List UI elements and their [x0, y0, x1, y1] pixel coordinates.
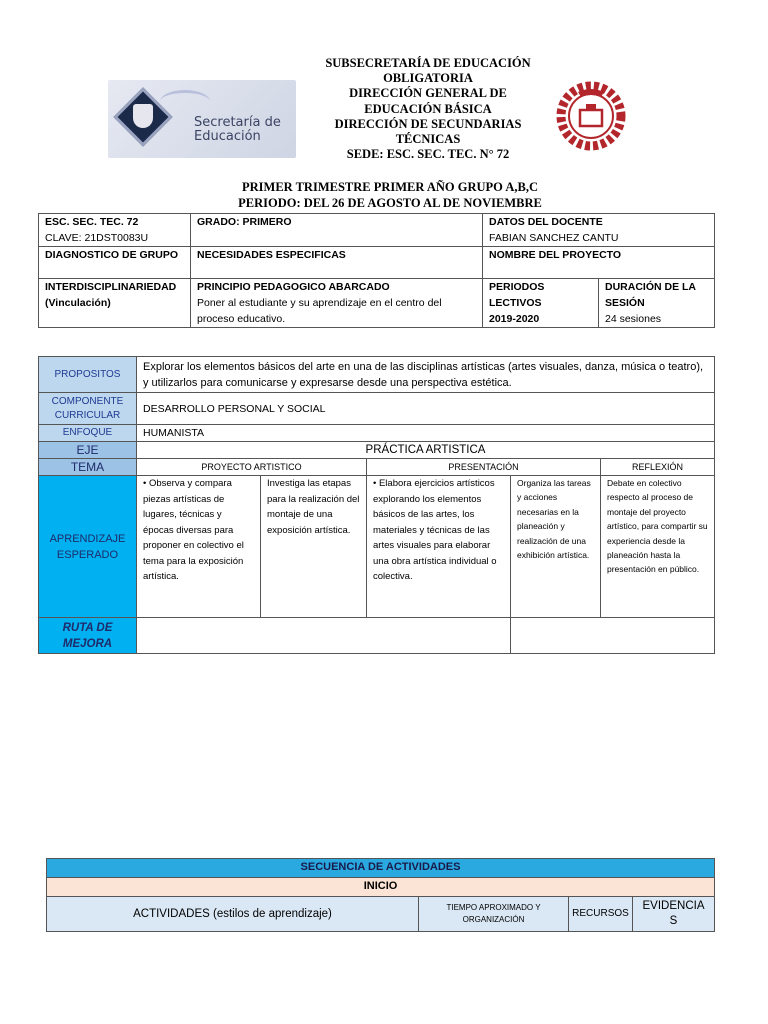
- duracion-cell: [599, 279, 715, 328]
- tema-reflexion: REFLEXIÓN: [601, 459, 715, 476]
- periodos-cell: [483, 279, 599, 328]
- logo-left-text: Secretaría de Educación: [194, 115, 281, 144]
- datos-docente-label: DATOS DEL DOCENTE: [489, 216, 603, 228]
- period-title: PERIODO: DEL 26 DE AGOSTO AL DE NOVIEMBRE: [238, 196, 542, 210]
- enfoque-label: ENFOQUE: [39, 425, 137, 442]
- componente-label: COMPONENTE CURRICULAR: [39, 393, 137, 425]
- necesidades-cell: NECESIDADES ESPECIFICAS: [191, 247, 483, 279]
- docente-name: FABIAN SANCHEZ CANTU: [489, 232, 619, 244]
- interdisciplinariedad-cell: [39, 279, 191, 328]
- sesiones-label: 24 sesiones: [605, 313, 662, 325]
- lectivos-label: LECTIVOS: [489, 297, 542, 309]
- vinculacion-label: (Vinculación): [45, 297, 111, 309]
- aprendizaje-cell: Organiza las tareas y acciones necesarias en la planeación y realización de una exhibición artística.: [511, 476, 601, 618]
- plan-table: [38, 356, 715, 654]
- school-cell: [39, 214, 191, 247]
- principio-cell: [191, 279, 483, 328]
- header-line: SEDE: ESC. SEC. TEC. N° 72: [346, 147, 510, 162]
- docente-cell: [483, 214, 715, 247]
- principio-title: PRINCIPIO PEDAGOGICO ABARCADO: [197, 281, 390, 293]
- aprendizaje-cell: Debate en colectivo respecto al proceso de montaje del proyecto artístico, para compartir su experiencia desde la planeación hasta la presentación en público.: [601, 476, 715, 618]
- enfoque-text: HUMANISTA: [137, 425, 715, 442]
- secuencia-title: SECUENCIA DE ACTIVIDADES: [47, 859, 715, 878]
- school-clave: CLAVE: 21DST0083U: [45, 232, 149, 244]
- header-line: TÉCNICAS: [395, 132, 461, 147]
- tema-proyecto: PROYECTO ARTISTICO: [137, 459, 367, 476]
- secretaria-logo: [108, 80, 296, 158]
- propositos-label: PROPOSITOS: [39, 357, 137, 393]
- ruta-mejora-cell-2: [511, 618, 715, 654]
- recursos-header: RECURSOS: [569, 897, 633, 932]
- header-line: DIRECCIÓN GENERAL DE: [349, 86, 507, 101]
- eje-text: PRÁCTICA ARTISTICA: [137, 442, 715, 459]
- header-line: DIRECCIÓN DE SECUNDARIAS: [334, 116, 522, 131]
- shield-icon: [133, 104, 153, 128]
- ruta-mejora-label: RUTA DE MEJORA: [39, 618, 137, 654]
- interdisciplinariedad-label: INTERDISCIPLINARIEDAD: [45, 281, 177, 293]
- secuencia-table: [46, 858, 715, 932]
- aprendizaje-label: APRENDIZAJE ESPERADO: [39, 476, 137, 618]
- trimester-title: PRIMER TRIMESTRE PRIMER AÑO GRUPO A,B,C: [242, 180, 538, 194]
- header-line: OBLIGATORIA: [383, 71, 473, 86]
- grado-cell: GRADO: PRIMERO: [191, 214, 483, 247]
- propositos-text: Explorar los elementos básicos del arte en una de las disciplinas artísticas (artes visuales, danza, música o teatro), y utilizarlos para comunicarse y expresarse desde una perspectiva estética.: [137, 357, 715, 393]
- inicio-label: INICIO: [47, 878, 715, 897]
- tiempo-header: TIEMPO APROXIMADO Y ORGANIZACIÓN: [419, 897, 569, 932]
- tema-presentacion: PRESENTACIÓN: [367, 459, 601, 476]
- tema-label: TEMA: [39, 459, 137, 476]
- eje-label: EJE: [39, 442, 137, 459]
- school-name: ESC. SEC. TEC. 72: [45, 216, 139, 228]
- nombre-proyecto-cell: NOMBRE DEL PROYECTO: [483, 247, 715, 279]
- ciclo-label: 2019-2020: [489, 313, 540, 325]
- ruta-mejora-cell-1: [137, 618, 511, 654]
- institution-header: [300, 56, 556, 162]
- header-line: SUBSECRETARÍA DE EDUCACIÓN: [325, 56, 531, 70]
- dst-logo-icon: [550, 80, 632, 152]
- arcs-icon: [160, 90, 210, 113]
- aprendizaje-cell: Investiga las etapas para la realización del montaje de una exposición artística.: [261, 476, 367, 618]
- componente-text: DESARROLLO PERSONAL Y SOCIAL: [137, 393, 715, 425]
- diagnostico-cell: DIAGNOSTICO DE GRUPO: [39, 247, 191, 279]
- actividades-header: ACTIVIDADES (estilos de aprendizaje): [47, 897, 419, 932]
- info-table: [38, 213, 715, 328]
- aprendizaje-cell: • Observa y compara piezas artísticas de lugares, técnicas y épocas diversas para proponer en colectivo el tema para la exposición artística.: [137, 476, 261, 618]
- header-line: EDUCACIÓN BÁSICA: [364, 101, 492, 116]
- aprendizaje-cell: • Elabora ejercicios artísticos explorando los elementos básicos de las artes, los materiales y técnicas de las artes visuales para elaborar una obra artística individual o colectiva.: [367, 476, 511, 618]
- principio-text: Poner al estudiante y su aprendizaje en el centro del proceso educativo.: [197, 297, 442, 325]
- periodos-label: PERIODOS: [489, 281, 545, 293]
- evidencias-header: EVIDENCIAS: [633, 897, 715, 932]
- duracion-label: DURACIÓN DE LA SESIÓN: [605, 281, 696, 309]
